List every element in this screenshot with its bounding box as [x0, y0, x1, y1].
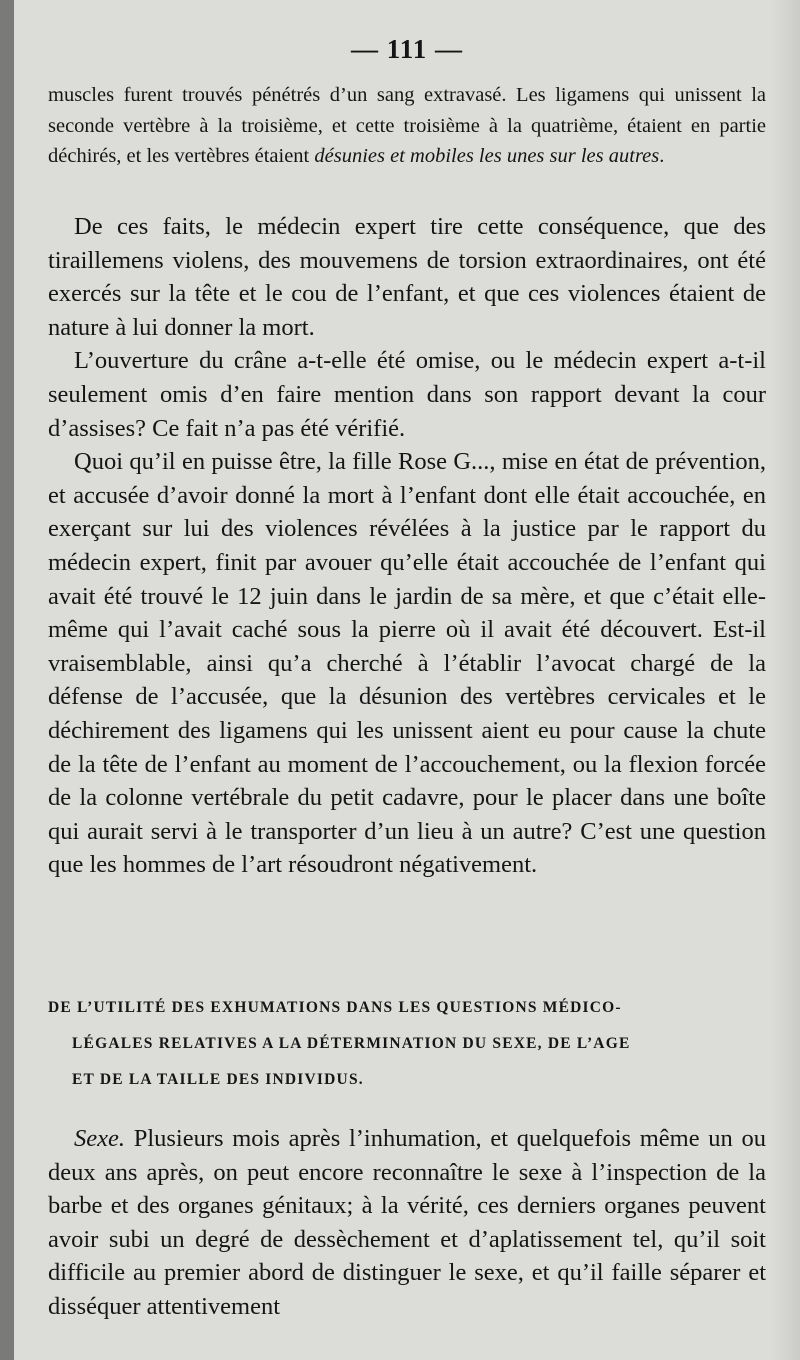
main-text: [48, 210, 766, 882]
section-heading-line-2: LÉGALES RELATIVES A LA DÉTERMINATION DU SEXE, DE L’AGE: [72, 1035, 631, 1052]
paragraph-2: L’ouverture du crâne a-t-elle été omise, ou le médecin expert a-t-il seulement omis d’en faire mention dans son rapport devant la cour d’assises? Ce fait n’a pas été vérifié.: [48, 347, 766, 442]
sexe-text: Plusieurs mois après l’inhumation, et quelquefois même un ou deux ans après, on peut encore reconnaître le sexe à l’inspection de la barbe et des organes génitaux; à la vérité, ces derniers organes peuvent avoir subi un degré de dessèchement et d’aplatissement tel, qu’il soit difficile au premier abord de distinguer le sexe, et qu’il faille séparer et disséquer attentivement: [48, 1125, 766, 1320]
sexe-paragraph: [48, 1122, 766, 1324]
section-heading-line-1: DE L’UTILITÉ DES EXHUMATIONS DANS LES QUESTIONS MÉDICO-: [48, 999, 622, 1016]
continuation-tail: .: [659, 145, 665, 167]
paragraph-1: De ces faits, le médecin expert tire cette conséquence, que des tiraillemens violens, des mouvemens de torsion extraordinaires, ont été exercés sur la tête et le cou de l’enfant, et que ces violences étaient de nature à lui donner la mort.: [48, 213, 766, 341]
continuation-text: muscles furent trouvés pénétrés d’un sang extravasé. Les ligamens qui unissent la seconde vertèbre à la troisième, et cette troisième à la quatrième, étaient en partie déchirés, et les vertèbres étaient: [48, 84, 766, 167]
section-heading-line-3: ET DE LA TAILLE DES INDIVIDUS.: [72, 1071, 364, 1088]
book-page: [14, 0, 800, 1360]
continuation-italic: désunies et mobiles les unes sur les autres: [314, 145, 660, 167]
sexe-lead: Sexe.: [74, 1125, 125, 1152]
page-edge-shadow: [770, 0, 800, 1360]
paragraph-3: Quoi qu’il en puisse être, la fille Rose G..., mise en état de prévention, et accusée d’avoir donné la mort à l’enfant dont elle était accouchée, en exerçant sur lui des violences révélées à la justice par le rapport du médecin expert, finit par avouer qu’elle était accouchée de l’enfant qui avait été trouvé le 12 juin dans le jardin de sa mère, et que c’était elle-même qui l’avait caché sous la pierre où il avait été découvert. Est-il vraisemblable, ainsi qu’a cherché à l’établir l’avocat chargé de la défense de l’accusée, que la désunion des vertèbres cervicales et le déchirement des ligamens qui les unissent aient eu pour cause la chute de la tête de l’enfant au moment de l’accouchement, ou la flexion forcée de la colonne vertébrale du petit cadavre, pour le placer dans une boîte qui aurait servi à le transporter d’un lieu à un autre? C’est une question que les hommes de l’art résoudront négativement.: [48, 448, 766, 879]
section-heading: [48, 990, 766, 1098]
continuation-paragraph: [48, 80, 766, 172]
page-number: — 111 —: [350, 34, 464, 64]
